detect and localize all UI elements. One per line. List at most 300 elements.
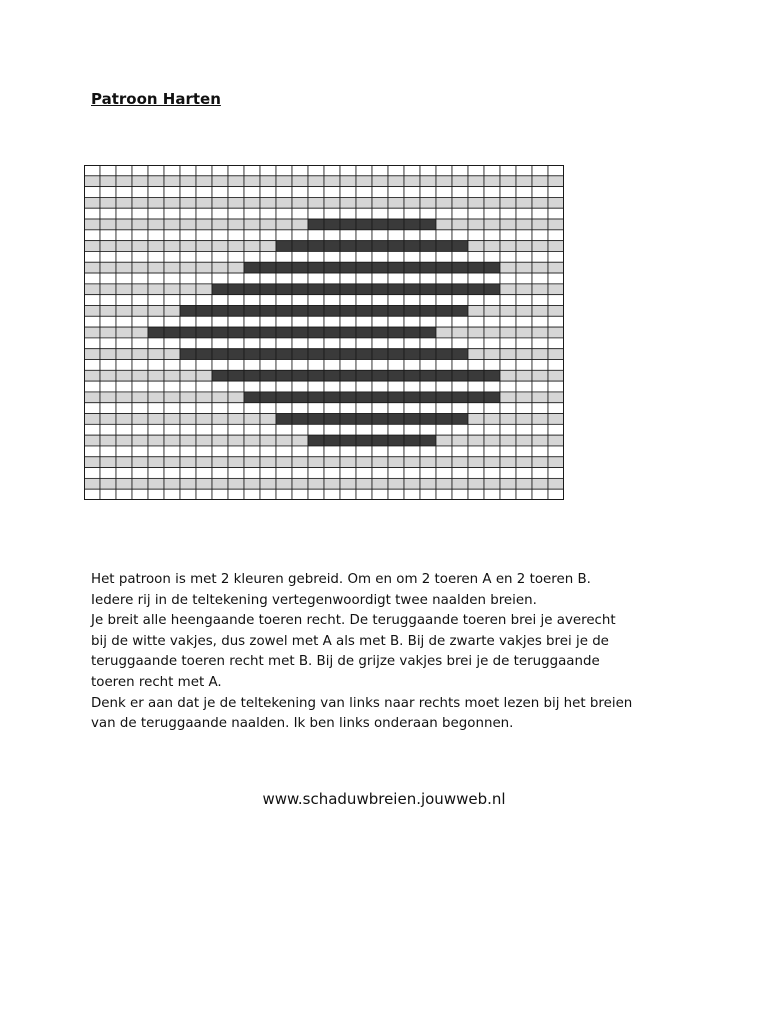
chart-cell <box>356 230 372 241</box>
chart-cell <box>116 295 132 306</box>
chart-cell <box>468 338 484 349</box>
chart-cell <box>516 208 532 219</box>
chart-cell <box>132 262 148 273</box>
chart-cell <box>484 251 500 262</box>
chart-cell <box>212 457 228 468</box>
chart-cell <box>260 316 276 327</box>
chart-cell <box>372 305 388 316</box>
chart-cell <box>196 338 212 349</box>
chart-cell <box>324 414 340 425</box>
chart-cell <box>404 327 420 338</box>
chart-cell <box>100 478 116 489</box>
chart-cell <box>372 208 388 219</box>
chart-cell <box>148 489 164 500</box>
chart-cell <box>372 197 388 208</box>
chart-cell <box>356 381 372 392</box>
chart-cell <box>404 392 420 403</box>
chart-cell <box>308 360 324 371</box>
chart-cell <box>404 273 420 284</box>
chart-cell <box>516 489 532 500</box>
chart-cell <box>260 219 276 230</box>
chart-cell <box>276 446 292 457</box>
chart-cell <box>212 349 228 360</box>
chart-cell <box>132 219 148 230</box>
chart-cell <box>484 305 500 316</box>
chart-cell <box>500 327 516 338</box>
chart-cell <box>84 219 100 230</box>
chart-cell <box>148 187 164 198</box>
chart-cell <box>292 208 308 219</box>
chart-cell <box>468 187 484 198</box>
chart-cell <box>244 468 260 479</box>
chart-cell <box>452 381 468 392</box>
chart-cell <box>292 230 308 241</box>
chart-cell <box>340 241 356 252</box>
chart-cell <box>132 360 148 371</box>
chart-cell <box>516 295 532 306</box>
chart-cell <box>148 208 164 219</box>
chart-cell <box>164 435 180 446</box>
chart-cell <box>244 316 260 327</box>
chart-cell <box>292 197 308 208</box>
chart-cell <box>116 327 132 338</box>
chart-cell <box>84 327 100 338</box>
chart-cell <box>356 208 372 219</box>
chart-cell <box>132 424 148 435</box>
chart-cell <box>388 424 404 435</box>
chart-cell <box>404 360 420 371</box>
chart-cell <box>212 219 228 230</box>
chart-cell <box>292 457 308 468</box>
chart-cell <box>516 251 532 262</box>
chart-cell <box>548 435 564 446</box>
chart-cell <box>196 468 212 479</box>
chart-cell <box>548 176 564 187</box>
chart-cell <box>228 338 244 349</box>
chart-cell <box>324 478 340 489</box>
chart-cell <box>404 230 420 241</box>
chart-cell <box>164 241 180 252</box>
chart-cell <box>196 284 212 295</box>
chart-cell <box>516 230 532 241</box>
chart-cell <box>516 327 532 338</box>
chart-cell <box>164 392 180 403</box>
chart-cell <box>164 446 180 457</box>
chart-cell <box>164 305 180 316</box>
chart-cell <box>324 370 340 381</box>
chart-cell <box>228 435 244 446</box>
chart-cell <box>132 478 148 489</box>
chart-cell <box>132 165 148 176</box>
chart-cell <box>116 435 132 446</box>
chart-cell <box>356 370 372 381</box>
chart-cell <box>468 316 484 327</box>
chart-cell <box>164 273 180 284</box>
chart-cell <box>500 435 516 446</box>
chart-cell <box>244 446 260 457</box>
chart-cell <box>388 208 404 219</box>
chart-cell <box>100 446 116 457</box>
chart-cell <box>132 284 148 295</box>
chart-cell <box>388 187 404 198</box>
chart-cell <box>292 305 308 316</box>
chart-cell <box>340 424 356 435</box>
chart-cell <box>132 295 148 306</box>
chart-cell <box>372 446 388 457</box>
chart-cell <box>404 478 420 489</box>
chart-cell <box>356 219 372 230</box>
chart-cell <box>276 208 292 219</box>
chart-cell <box>132 457 148 468</box>
chart-cell <box>468 403 484 414</box>
chart-cell <box>260 295 276 306</box>
chart-cell <box>372 478 388 489</box>
chart-cell <box>228 251 244 262</box>
chart-cell <box>116 370 132 381</box>
chart-cell <box>132 316 148 327</box>
chart-cell <box>548 381 564 392</box>
chart-cell <box>484 327 500 338</box>
chart-cell <box>260 403 276 414</box>
chart-cell <box>372 219 388 230</box>
chart-cell <box>532 284 548 295</box>
chart-cell <box>148 349 164 360</box>
chart-cell <box>532 489 548 500</box>
chart-cell <box>164 230 180 241</box>
chart-cell <box>148 262 164 273</box>
chart-cell <box>244 360 260 371</box>
chart-cell <box>164 381 180 392</box>
chart-cell <box>388 338 404 349</box>
chart-cell <box>148 316 164 327</box>
chart-cell <box>356 349 372 360</box>
chart-cell <box>436 197 452 208</box>
chart-cell <box>468 457 484 468</box>
chart-cell <box>500 338 516 349</box>
chart-cell <box>308 468 324 479</box>
chart-cell <box>148 295 164 306</box>
chart-cell <box>532 176 548 187</box>
chart-cell <box>388 176 404 187</box>
chart-cell <box>372 316 388 327</box>
chart-cell <box>276 241 292 252</box>
chart-cell <box>308 273 324 284</box>
chart-cell <box>132 176 148 187</box>
chart-cell <box>484 392 500 403</box>
chart-cell <box>260 414 276 425</box>
chart-cell <box>388 251 404 262</box>
chart-cell <box>436 208 452 219</box>
chart-cell <box>212 338 228 349</box>
chart-cell <box>180 392 196 403</box>
chart-cell <box>180 219 196 230</box>
chart-cell <box>228 176 244 187</box>
chart-cell <box>532 370 548 381</box>
chart-cell <box>84 176 100 187</box>
chart-cell <box>196 208 212 219</box>
chart-cell <box>260 446 276 457</box>
chart-cell <box>356 457 372 468</box>
chart-cell <box>100 316 116 327</box>
chart-cell <box>484 187 500 198</box>
chart-cell <box>116 414 132 425</box>
chart-cell <box>228 273 244 284</box>
chart-cell <box>468 360 484 371</box>
chart-cell <box>452 349 468 360</box>
chart-cell <box>532 230 548 241</box>
chart-cell <box>276 370 292 381</box>
chart-cell <box>372 370 388 381</box>
chart-cell <box>212 262 228 273</box>
chart-cell <box>372 424 388 435</box>
chart-cell <box>404 187 420 198</box>
chart-cell <box>532 446 548 457</box>
chart-cell <box>324 360 340 371</box>
chart-cell <box>324 305 340 316</box>
chart-cell <box>228 414 244 425</box>
chart-cell <box>180 197 196 208</box>
chart-cell <box>100 403 116 414</box>
chart-cell <box>468 381 484 392</box>
chart-cell <box>468 251 484 262</box>
chart-cell <box>260 327 276 338</box>
chart-cell <box>372 251 388 262</box>
chart-cell <box>244 187 260 198</box>
chart-cell <box>468 262 484 273</box>
chart-cell <box>324 489 340 500</box>
chart-cell <box>324 435 340 446</box>
chart-cell <box>164 349 180 360</box>
chart-cell <box>324 187 340 198</box>
chart-cell <box>388 403 404 414</box>
chart-cell <box>132 187 148 198</box>
chart-cell <box>468 165 484 176</box>
chart-cell <box>132 370 148 381</box>
chart-cell <box>356 295 372 306</box>
chart-cell <box>196 273 212 284</box>
chart-cell <box>420 251 436 262</box>
chart-cell <box>356 403 372 414</box>
chart-cell <box>244 165 260 176</box>
knitting-chart <box>84 165 564 500</box>
chart-cell <box>548 424 564 435</box>
chart-cell <box>228 360 244 371</box>
chart-cell <box>228 381 244 392</box>
chart-cell <box>388 284 404 295</box>
chart-cell <box>148 381 164 392</box>
chart-cell <box>196 360 212 371</box>
chart-cell <box>84 424 100 435</box>
chart-cell <box>484 241 500 252</box>
chart-cell <box>212 197 228 208</box>
chart-cell <box>292 187 308 198</box>
chart-cell <box>324 176 340 187</box>
chart-cell <box>500 284 516 295</box>
chart-cell <box>468 478 484 489</box>
chart-cell <box>404 197 420 208</box>
chart-cell <box>500 176 516 187</box>
chart-cell <box>292 468 308 479</box>
chart-cell <box>324 381 340 392</box>
chart-cell <box>292 338 308 349</box>
chart-cell <box>164 360 180 371</box>
chart-cell <box>244 435 260 446</box>
chart-cell <box>148 435 164 446</box>
chart-cell <box>180 316 196 327</box>
chart-cell <box>148 457 164 468</box>
chart-cell <box>340 230 356 241</box>
chart-cell <box>532 381 548 392</box>
chart-cell <box>228 187 244 198</box>
chart-cell <box>532 414 548 425</box>
chart-cell <box>244 273 260 284</box>
chart-cell <box>500 187 516 198</box>
chart-cell <box>548 349 564 360</box>
chart-cell <box>532 435 548 446</box>
chart-cell <box>260 230 276 241</box>
chart-cell <box>420 219 436 230</box>
chart-cell <box>308 165 324 176</box>
chart-cell <box>404 284 420 295</box>
chart-cell <box>276 295 292 306</box>
chart-cell <box>196 381 212 392</box>
chart-cell <box>100 457 116 468</box>
chart-cell <box>132 197 148 208</box>
chart-cell <box>548 219 564 230</box>
chart-cell <box>404 165 420 176</box>
chart-cell <box>212 230 228 241</box>
chart-cell <box>340 468 356 479</box>
chart-cell <box>532 316 548 327</box>
chart-cell <box>196 478 212 489</box>
chart-cell <box>308 197 324 208</box>
chart-cell <box>436 435 452 446</box>
chart-cell <box>452 176 468 187</box>
chart-cell <box>532 478 548 489</box>
chart-cell <box>372 273 388 284</box>
chart-cell <box>340 381 356 392</box>
chart-cell <box>292 219 308 230</box>
chart-cell <box>516 338 532 349</box>
chart-cell <box>212 284 228 295</box>
chart-cell <box>148 251 164 262</box>
chart-cell <box>356 435 372 446</box>
chart-cell <box>180 208 196 219</box>
chart-cell <box>196 251 212 262</box>
chart-cell <box>164 284 180 295</box>
chart-cell <box>356 197 372 208</box>
chart-cell <box>292 435 308 446</box>
chart-cell <box>388 468 404 479</box>
chart-cell <box>388 241 404 252</box>
chart-cell <box>468 468 484 479</box>
chart-cell <box>228 284 244 295</box>
chart-cell <box>292 424 308 435</box>
chart-cell <box>516 273 532 284</box>
chart-cell <box>436 392 452 403</box>
chart-cell <box>148 230 164 241</box>
chart-cell <box>180 251 196 262</box>
chart-cell <box>388 349 404 360</box>
instruction-line: van de teruggaande naalden. Ik ben links onderaan begonnen. <box>91 716 514 732</box>
chart-cell <box>164 403 180 414</box>
chart-cell <box>372 176 388 187</box>
chart-cell <box>468 392 484 403</box>
chart-cell <box>308 284 324 295</box>
chart-cell <box>516 435 532 446</box>
chart-cell <box>420 338 436 349</box>
chart-cell <box>84 360 100 371</box>
chart-cell <box>228 403 244 414</box>
chart-cell <box>196 370 212 381</box>
chart-cell <box>452 424 468 435</box>
instruction-line: Denk er aan dat je de teltekening van links naar rechts moet lezen bij het breien <box>91 695 633 711</box>
chart-cell <box>308 187 324 198</box>
chart-cell <box>532 273 548 284</box>
chart-cell <box>116 165 132 176</box>
chart-cell <box>452 370 468 381</box>
chart-cell <box>116 251 132 262</box>
chart-cell <box>420 403 436 414</box>
chart-cell <box>116 349 132 360</box>
chart-cell <box>356 468 372 479</box>
chart-cell <box>340 176 356 187</box>
website-link[interactable]: www.schaduwbreien.jouwweb.nl <box>262 790 506 808</box>
chart-cell <box>356 392 372 403</box>
chart-cell <box>500 262 516 273</box>
chart-cell <box>388 305 404 316</box>
chart-cell <box>228 197 244 208</box>
chart-cell <box>84 457 100 468</box>
chart-cell <box>500 165 516 176</box>
chart-cell <box>308 305 324 316</box>
chart-cell <box>324 208 340 219</box>
chart-cell <box>324 197 340 208</box>
chart-cell <box>292 327 308 338</box>
chart-cell <box>468 208 484 219</box>
chart-cell <box>132 403 148 414</box>
chart-cell <box>420 230 436 241</box>
instruction-line: toeren recht met A. <box>91 674 222 690</box>
chart-cell <box>100 370 116 381</box>
chart-cell <box>388 295 404 306</box>
chart-cell <box>116 230 132 241</box>
chart-cell <box>260 284 276 295</box>
chart-cell <box>180 446 196 457</box>
chart-cell <box>164 251 180 262</box>
chart-cell <box>132 392 148 403</box>
chart-cell <box>260 241 276 252</box>
chart-cell <box>484 478 500 489</box>
chart-cell <box>180 273 196 284</box>
chart-cell <box>532 241 548 252</box>
chart-cell <box>164 457 180 468</box>
chart-cell <box>292 403 308 414</box>
chart-cell <box>308 435 324 446</box>
chart-cell <box>516 176 532 187</box>
chart-cell <box>276 197 292 208</box>
chart-cell <box>260 489 276 500</box>
chart-cell <box>212 381 228 392</box>
chart-cell <box>356 273 372 284</box>
chart-cell <box>228 457 244 468</box>
chart-cell <box>484 435 500 446</box>
chart-cell <box>276 305 292 316</box>
chart-cell <box>180 403 196 414</box>
chart-cell <box>260 468 276 479</box>
chart-cell <box>484 360 500 371</box>
chart-cell <box>292 489 308 500</box>
